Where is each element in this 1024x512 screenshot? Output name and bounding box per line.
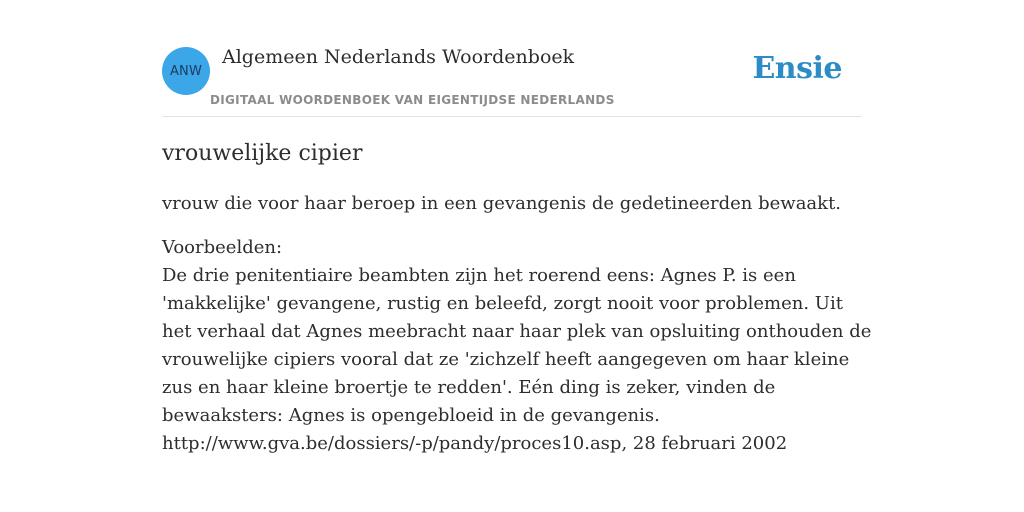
entry-term: vrouwelijke cipier xyxy=(162,141,363,166)
header xyxy=(162,0,862,117)
entry-definition: vrouw die voor haar beroep in een gevangenis de gedetineerden bewaakt. xyxy=(162,193,842,214)
example-source: http://www.gva.be/dossiers/-p/pandy/proces10.asp, 28 februari 2002 xyxy=(162,433,788,454)
examples-label: Voorbeelden: xyxy=(162,237,283,258)
example-text: De drie penitentiaire beambten zijn het roerend eens: Agnes P. is een 'makkelijke' gevangene, rustig en beleefd, zorgt nooit voor problemen. Uit het verhaal dat Agnes meebracht naar haar plek van opsluiting onthouden de vrouwelijke cipiers vooral dat ze 'zichzelf heeft aangegeven om haar kleine zus en haar kleine broertje te redden'. Eén ding is zeker, vinden de bewaaksters: Agnes is opengebloeid in de gevangenis. xyxy=(162,265,872,426)
entry-content xyxy=(162,138,872,458)
ensie-brand-logo[interactable]: Ensie xyxy=(752,51,842,86)
site-title[interactable]: Algemeen Nederlands Woordenboek xyxy=(222,46,575,68)
examples-block xyxy=(162,234,872,458)
anw-logo[interactable] xyxy=(162,47,210,95)
site-subtitle: DIGITAAL WOORDENBOEK VAN EIGENTIJDSE NEDERLANDS xyxy=(210,93,615,107)
anw-logo-text: ANW xyxy=(169,63,203,79)
